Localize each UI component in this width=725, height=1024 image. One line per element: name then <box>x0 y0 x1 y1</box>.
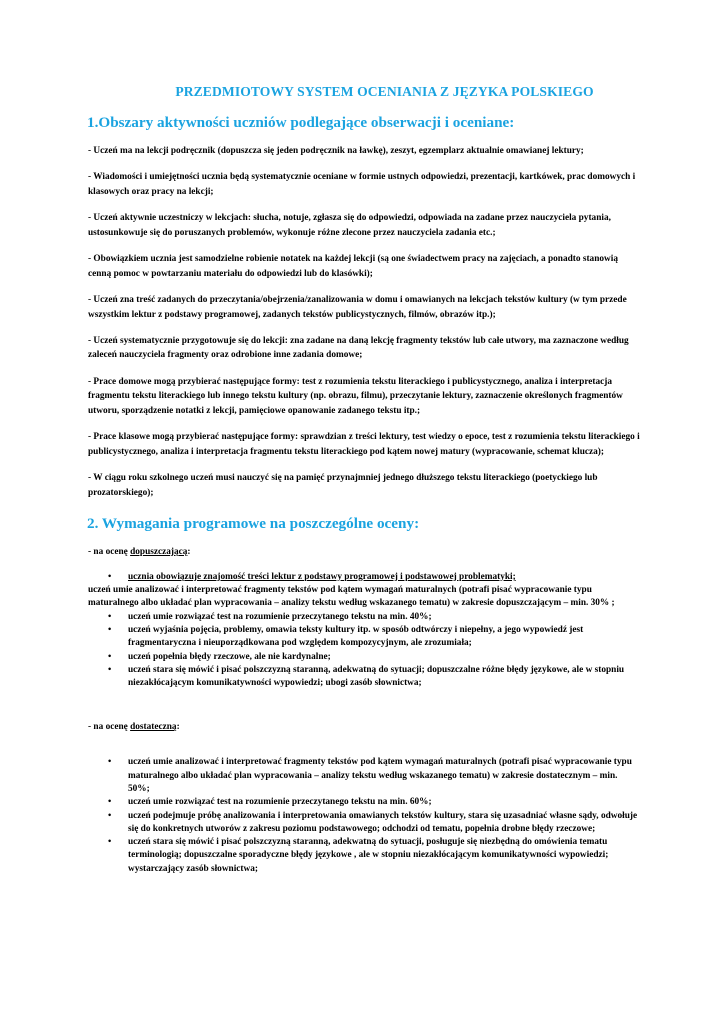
paragraph: - Obowiązkiem ucznia jest samodzielne robienie notatek na każdej lekcji (są one świadectwem pracy na zajęciach, a ponadto stanowią cenną pomoc w powtarzaniu materiału do odpowiedzi lub do klasówki); <box>88 253 618 279</box>
grade-name: dostateczną <box>130 722 177 733</box>
paragraph: - W ciągu roku szkolnego uczeń musi nauczyć się na pamięć przynajmniej jednego dłuższego tekstu literackiego (poetyckiego lub prozatorskiego); <box>88 473 598 498</box>
grade-prefix: - na ocenę <box>88 722 131 733</box>
bullet-icon: • <box>108 571 112 582</box>
grade-suffix: : <box>187 546 191 557</box>
grade-suffix: : <box>176 722 180 733</box>
list-item-text: ucznia obowiązuje znajomość treści lektur z podstawy programowej i podstawowej problematyki; <box>128 571 516 582</box>
requirements-list-dopuszczajaca <box>88 571 641 584</box>
requirements-list-dostateczna <box>88 756 641 876</box>
list-item <box>88 624 641 651</box>
paragraph: - Uczeń aktywnie uczestniczy w lekcjach: słucha, notuje, zgłasza się do odpowiedzi, odpowiada na zadane przez nauczyciela pytania, ustosunkowuje się do poruszanych problemów, wykonuje różne zlecone przez nauczyciela zadania etc.; <box>88 212 611 238</box>
spacer <box>88 690 641 720</box>
bullet-icon: • <box>108 651 112 662</box>
paragraph: - Uczeń systematycznie przygotowuje się do lekcji: zna zadane na daną lekcję fragmenty tekstów lub całe utwory, ma zaznaczone według zaleceń nauczyciela fragmenty oraz odrobione inne zadania domowe; <box>88 335 629 361</box>
list-item <box>88 664 641 691</box>
grade-label-dostateczna <box>88 720 641 734</box>
list-item-text: uczeń popełnia błędy rzeczowe, ale nie kardynalne; <box>128 651 331 662</box>
bullet-icon: • <box>108 810 112 821</box>
section-1-body <box>88 144 641 501</box>
bullet-icon: • <box>108 624 112 635</box>
bullet-icon: • <box>108 664 112 675</box>
list-item-text: uczeń umie analizować i interpretować fragmenty tekstów pod kątem wymagań maturalnych (potrafi pisać wypracowanie typu maturalnego albo układać plan wypracowania – analizy tekstu według wskazanego tematu) w zakresie dostatecznym – min. 50%; <box>128 757 632 794</box>
paragraph: - Prace klasowe mogą przybierać następujące formy: sprawdzian z treści lektury, test wiedzy o epoce, test z rozumienia tekstu literackiego i publicystycznego, analiza i interpretacja fragmentu tekstu literackiego pod kątem nowej matury (wypracowanie, schemat klucza); <box>88 432 640 458</box>
requirements-list-dopuszczajaca-rest <box>88 611 641 691</box>
document-title: PRZEDMIOTOWY SYSTEM OCENIANIA Z JĘZYKA POLSKIEGO <box>175 84 594 99</box>
paragraph: - Prace domowe mogą przybierać następujące formy: test z rozumienia tekstu literackiego i publicystycznego, analiza i interpretacja fragmentu tekstu literackiego lub innego tekstu kultury (np. obrazu, filmu), przeczytanie lektury, zaznaczenie określonych fragmentów utworu, sporządzenie notatki z lekcji, pamięciowe opanowanie zadanego tekstu itp.; <box>88 376 623 417</box>
paragraph: - Uczeń ma na lekcji podręcznik (dopuszcza się jeden podręcznik na ławkę), zeszyt, egzemplarz aktualnie omawianej lektury; <box>88 146 584 156</box>
list-item <box>88 796 641 809</box>
grade-name: dopuszczającą <box>130 546 188 557</box>
grade-prefix: - na ocenę <box>88 546 131 557</box>
section-2-heading: 2. Wymagania programowe na poszczególne oceny: <box>87 514 420 532</box>
list-item-text: uczeń stara się mówić i pisać polszczyzną staranną, adekwatną do sytuacji; dopuszczalne różne błędy językowe, ale w stopniu niezakłócającym komunikatywności wypowiedzi; ubogi zasób słownictwa; <box>128 664 625 689</box>
list-item-text: uczeń wyjaśnia pojęcia, problemy, omawia teksty kultury itp. w sposób odtwórczy i niepełny, a jego wypowiedź jest fragmentaryczna i nieuporządkowana pod względem kompozycyjnym, ale zrozumiała; <box>128 624 584 649</box>
bullet-icon: • <box>108 611 112 622</box>
paragraph: - Uczeń zna treść zadanych do przeczytania/obejrzenia/zanalizowania w domu i omawianych na lekcjach tekstów kultury (w tym przede wszystkim lektur z podstawy programowej, zadanych tekstów publicystycznych, filmów, obrazów itp.); <box>88 294 627 320</box>
bullet-icon: • <box>108 837 112 848</box>
list-continuation: uczeń umie analizować i interpretować fragmenty tekstów pod kątem wymagań maturalnych (potrafi pisać wypracowanie typu maturalnego albo układać plan wypracowania – analizy tekstu według wskazanego tematu) w zakresie dopuszczającym – min. 30% ; <box>88 585 615 609</box>
list-item-text: uczeń stara się mówić i pisać polszczyzną staranną, adekwatną do sytuacji, posługuje się niezbędną do omówienia tematu terminologią; dopuszczalne sporadyczne błędy językowe , ale w stopniu niezakłócającym komunikatywności wypowiedzi; wystarczający zasób słownictwa; <box>128 837 609 874</box>
list-item <box>88 836 641 876</box>
list-item <box>88 756 641 796</box>
paragraph: - Wiadomości i umiejętności ucznia będą systematycznie oceniane w formie ustnych odpowiedzi, prezentacji, kartkówek, prac domowych i klasowych oraz pracy na lekcji; <box>88 172 636 197</box>
list-item-text: uczeń umie rozwiązać test na rozumienie przeczytanego tekstu na min. 60%; <box>128 797 432 808</box>
section-1-heading: 1.Obszary aktywności uczniów podlegające obserwacji i oceniane: <box>87 114 515 131</box>
list-item <box>88 810 641 837</box>
list-item-text: uczeń podejmuje próbę analizowania i interpretowania omawianych tekstów kultury, stara się uzasadniać własne sądy, odwołuje się do konkretnych utworów z zakresu poziomu podstawowego; odchodzi od tematu, popełnia drobne błędy rzeczowe; <box>128 810 638 834</box>
bullet-icon: • <box>108 797 112 808</box>
list-item <box>88 651 641 664</box>
spacer <box>88 746 641 756</box>
list-item <box>88 571 641 584</box>
bullet-icon: • <box>108 757 112 768</box>
grade-label-dopuszczajaca <box>88 545 641 559</box>
list-item-text: uczeń umie rozwiązać test na rozumienie przeczytanego tekstu na min. 40%; <box>128 611 432 622</box>
list-item <box>88 611 641 624</box>
